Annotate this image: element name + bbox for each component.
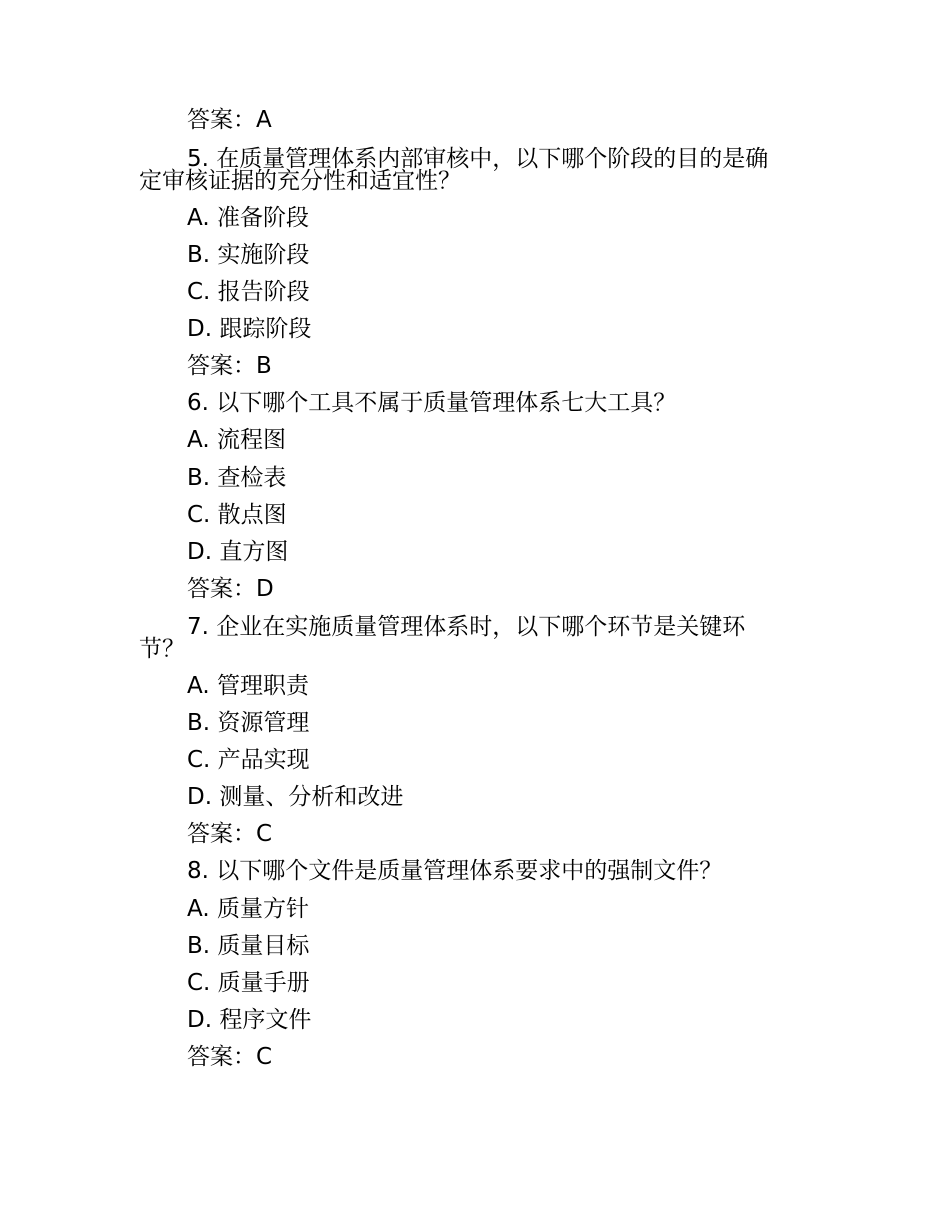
option-b: B. 资源管理 xyxy=(187,710,310,736)
option-a: A. 管理职责 xyxy=(187,673,309,699)
option-a: A. 流程图 xyxy=(187,427,286,453)
option-d: D. 测量、分析和改进 xyxy=(187,784,404,810)
question-7-line-1: 7. 企业在实施质量管理体系时，以下哪个环节是关键环 xyxy=(187,614,746,640)
answer-line: 答案：D xyxy=(187,576,274,602)
question-6: 6. 以下哪个工具不属于质量管理体系七大工具？ xyxy=(187,390,677,416)
option-b: B. 实施阶段 xyxy=(187,242,310,268)
option-c: C. 散点图 xyxy=(187,502,287,528)
option-c: C. 质量手册 xyxy=(187,970,310,996)
question-5-line-2: 定审核证据的充分性和适宜性？ xyxy=(139,168,461,194)
option-b: B. 查检表 xyxy=(187,465,287,491)
option-c: C. 产品实现 xyxy=(187,747,310,773)
answer-line: 答案：C xyxy=(187,1044,273,1070)
answer-line: 答案：C xyxy=(187,821,273,847)
option-d: D. 程序文件 xyxy=(187,1007,312,1033)
answer-line: 答案：B xyxy=(187,353,272,379)
question-7-line-2: 节？ xyxy=(139,636,185,662)
option-d: D. 直方图 xyxy=(187,539,289,565)
option-a: A. 质量方针 xyxy=(187,896,309,922)
question-5-line-1: 5. 在质量管理体系内部审核中，以下哪个阶段的目的是确 xyxy=(187,146,769,172)
option-c: C. 报告阶段 xyxy=(187,279,310,305)
answer-line: 答案：A xyxy=(187,107,272,133)
option-d: D. 跟踪阶段 xyxy=(187,316,312,342)
option-a: A. 准备阶段 xyxy=(187,205,309,231)
option-b: B. 质量目标 xyxy=(187,933,310,959)
question-8: 8. 以下哪个文件是质量管理体系要求中的强制文件？ xyxy=(187,858,723,884)
